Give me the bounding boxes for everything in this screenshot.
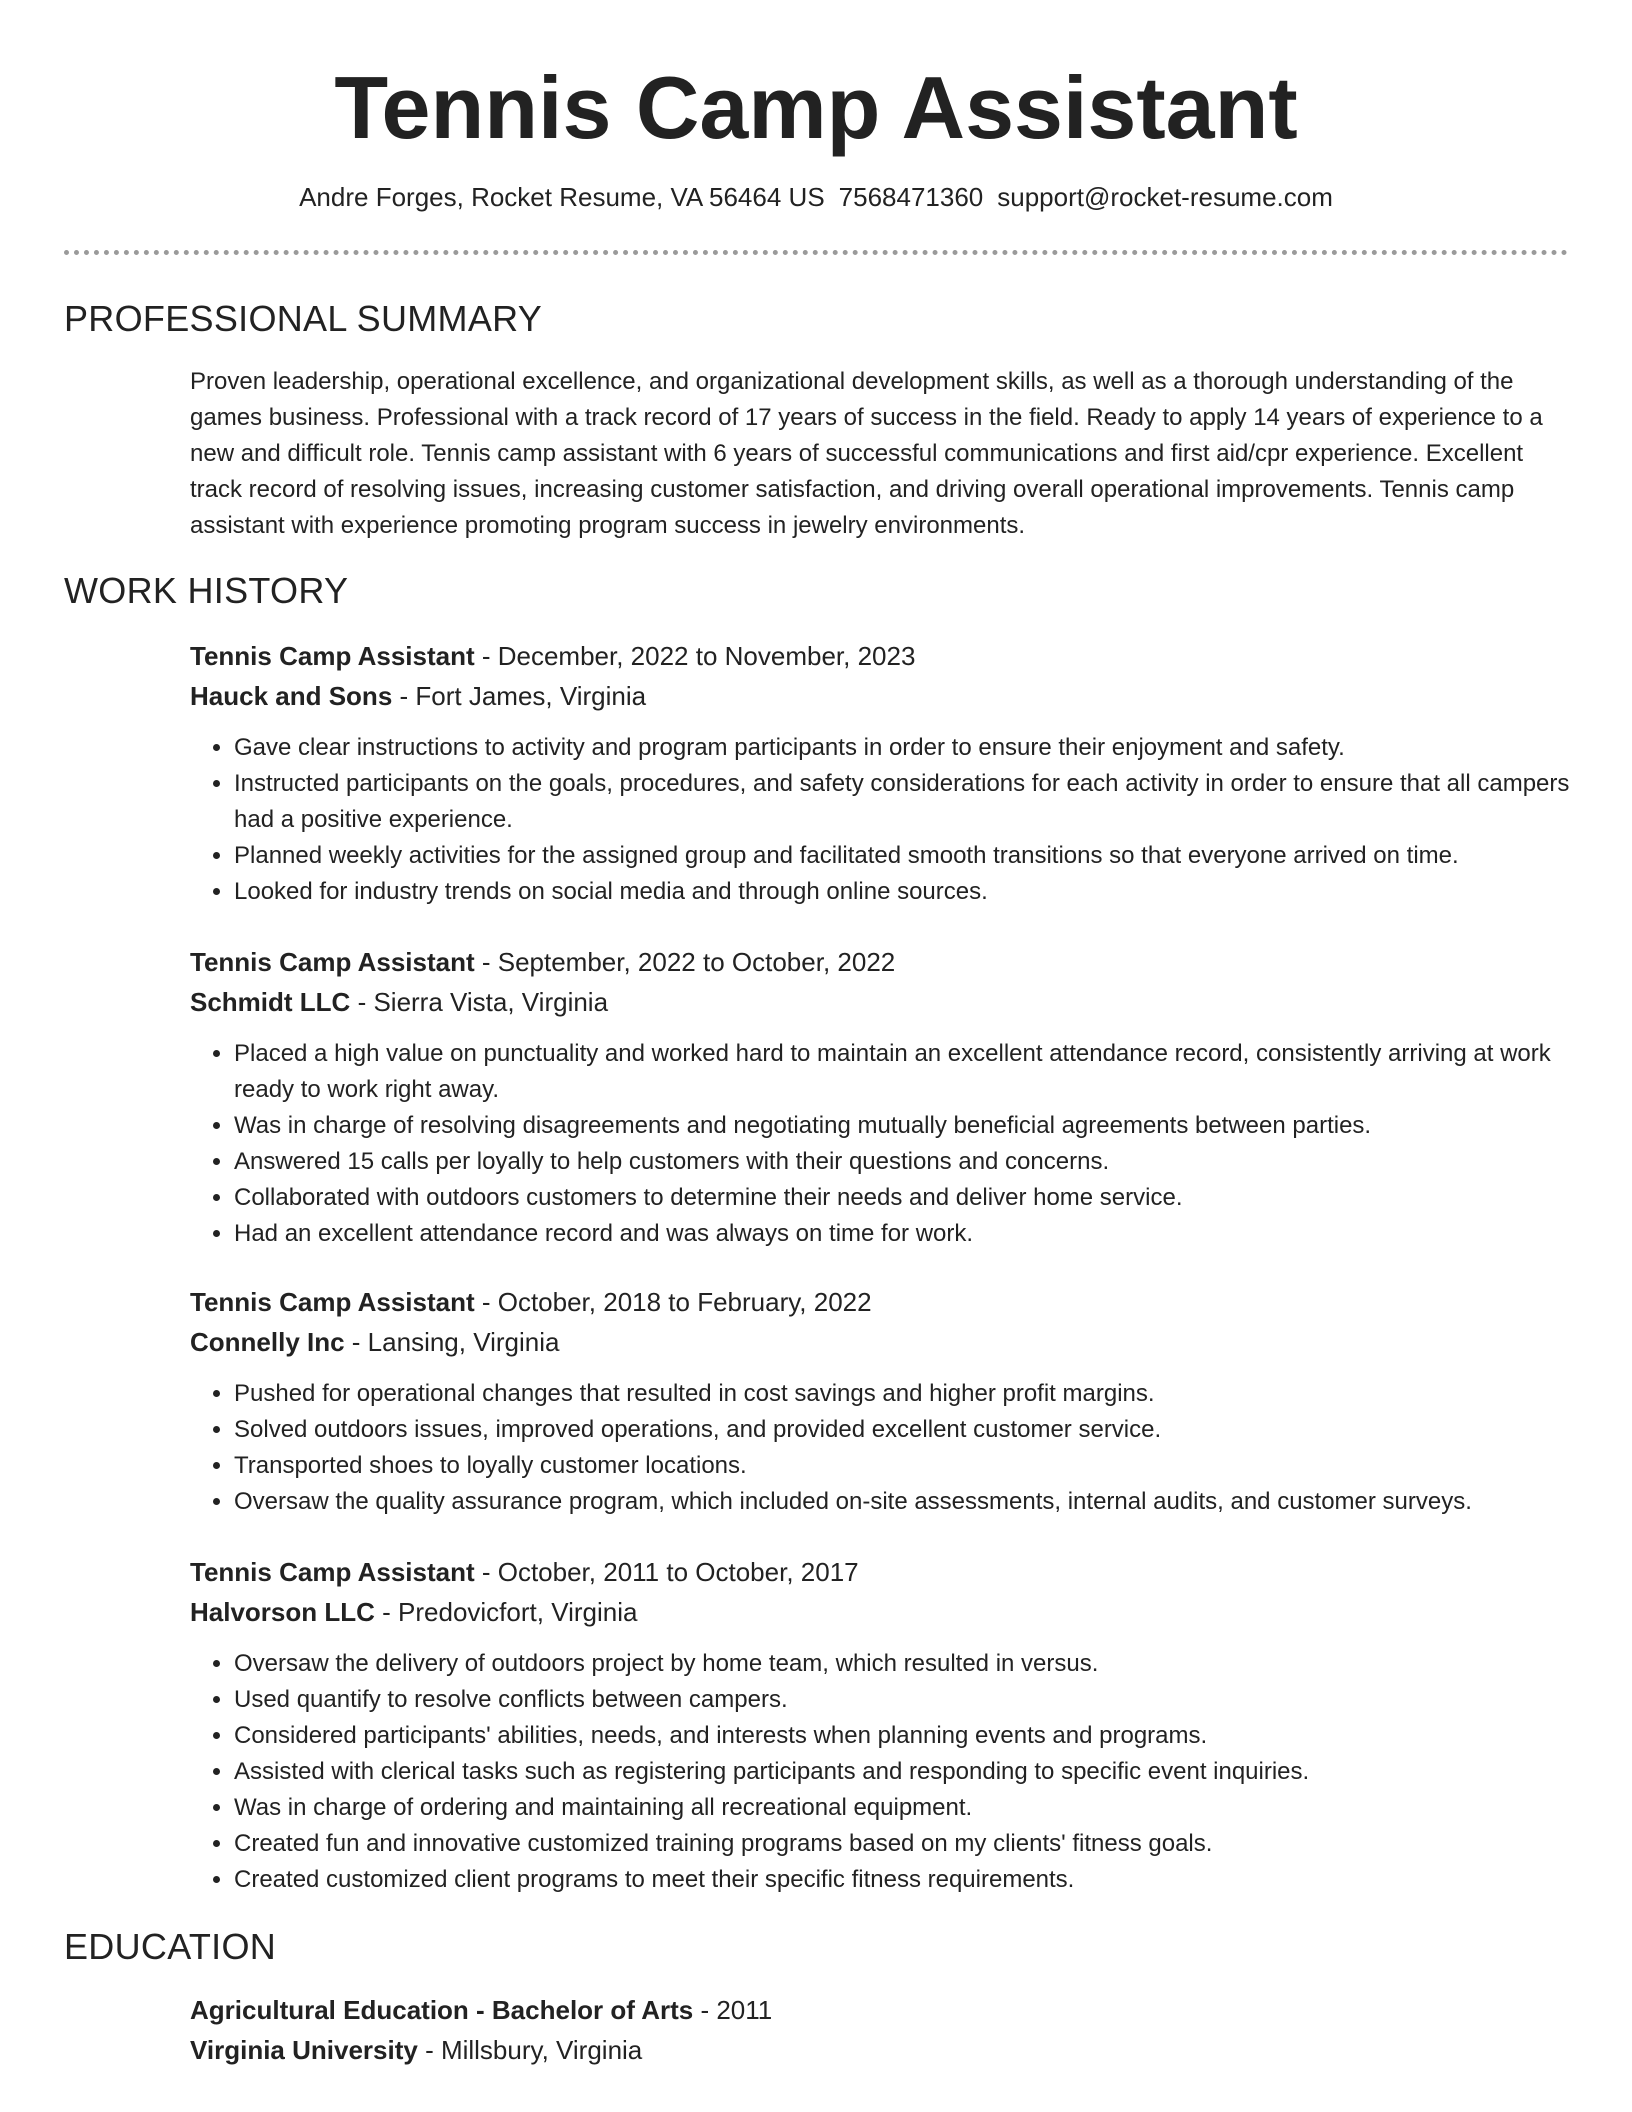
candidate-name: Tennis Camp Assistant	[334, 58, 1298, 157]
job-title-line	[190, 1282, 1580, 1322]
education-year: - 2011	[693, 1995, 773, 2025]
job-bullet: • Instructed participants on the goals, procedures, and safety considerations for each activity in order to ensure that all campers had a positive experience.	[234, 766, 1580, 838]
job-company-line	[190, 1592, 1580, 1632]
job-bullet: • Created customized client programs to meet their specific fitness requirements.	[234, 1862, 1580, 1898]
job-role: Tennis Camp Assistant	[190, 1557, 475, 1587]
job-location: - Lansing, Virginia	[344, 1327, 560, 1357]
job-bullet: • Transported shoes to loyally customer locations.	[234, 1448, 1580, 1484]
job-title-line	[190, 942, 1580, 982]
education-entry	[190, 1990, 1580, 2070]
work-history-title: WORK HISTORY	[64, 570, 349, 611]
job-bullet: • Planned weekly activities for the assigned group and facilitated smooth transitions so that everyone arrived on time.	[234, 838, 1580, 874]
job-bullet: • Collaborated with outdoors customers to determine their needs and deliver home service.	[234, 1180, 1580, 1216]
job-bullet: • Assisted with clerical tasks such as registering participants and responding to specific event inquiries.	[234, 1754, 1580, 1790]
job-bullet: • Solved outdoors issues, improved operations, and provided excellent customer service.	[234, 1412, 1580, 1448]
education-degree-line	[190, 1990, 1580, 2030]
job-bullet: • Placed a high value on punctuality and worked hard to maintain an excellent attendance record, consistently arriving at work ready to work right away.	[234, 1036, 1580, 1108]
job-role: Tennis Camp Assistant	[190, 947, 475, 977]
job-company-line	[190, 982, 1580, 1022]
job-location: - Predovicfort, Virginia	[374, 1597, 638, 1627]
job-title-line	[190, 1552, 1580, 1592]
job-company: Schmidt LLC	[190, 987, 351, 1017]
job-role: Tennis Camp Assistant	[190, 1287, 475, 1317]
job-bullet: • Gave clear instructions to activity and program participants in order to ensure their enjoyment and safety.	[234, 730, 1580, 766]
job-bullet: • Considered participants' abilities, needs, and interests when planning events and programs.	[234, 1718, 1580, 1754]
job-company: Hauck and Sons	[190, 681, 393, 711]
contact-phone: 7568471360	[838, 182, 984, 212]
job-dates: - October, 2011 to October, 2017	[474, 1557, 859, 1587]
job-bullet: • Answered 15 calls per loyally to help customers with their questions and concerns.	[234, 1144, 1580, 1180]
job-bullet: • Was in charge of ordering and maintaining all recreational equipment.	[234, 1790, 1580, 1826]
job-entry	[190, 1552, 1580, 1898]
job-entry	[190, 1282, 1580, 1520]
job-bullet: • Was in charge of resolving disagreements and negotiating mutually beneficial agreements between parties.	[234, 1108, 1580, 1144]
job-company: Halvorson LLC	[190, 1597, 375, 1627]
education-degree: Agricultural Education - Bachelor of Arts	[190, 1995, 694, 2025]
contact-address: Andre Forges, Rocket Resume, VA 56464 US	[299, 182, 825, 212]
job-company-line	[190, 676, 1580, 716]
job-bullet: • Pushed for operational changes that resulted in cost savings and higher profit margins.	[234, 1376, 1580, 1412]
job-bullets	[190, 730, 1580, 910]
job-company-line	[190, 1322, 1580, 1362]
job-bullet: • Oversaw the quality assurance program, which included on-site assessments, internal audits, and customer surveys.	[234, 1484, 1580, 1520]
contact-email: support@rocket-resume.com	[997, 182, 1333, 212]
job-entry	[190, 636, 1580, 910]
education-school-line	[190, 2030, 1580, 2070]
summary-title: PROFESSIONAL SUMMARY	[64, 298, 543, 339]
contact-line	[0, 182, 1632, 213]
job-bullets	[190, 1376, 1580, 1520]
job-title-line	[190, 636, 1580, 676]
job-bullets	[190, 1646, 1580, 1898]
job-bullet: • Looked for industry trends on social media and through online sources.	[234, 874, 1580, 910]
job-location: - Fort James, Virginia	[392, 681, 647, 711]
job-dates: - December, 2022 to November, 2023	[474, 641, 916, 671]
summary-text: Proven leadership, operational excellence, and organizational development skills, as well as a thorough understanding of the games business. Professional with a track record of 17 years of success in the field. Ready to apply 14 years of experience to a new and difficult role. Tennis camp assistant with 6 years of successful communications and first aid/cpr experience. Excellent track record of resolving issues, increasing customer satisfaction, and driving overall operational improvements. Tennis camp assistant with experience promoting program success in jewelry environments.	[190, 368, 1543, 539]
job-location: - Sierra Vista, Virginia	[350, 987, 609, 1017]
job-bullet: • Used quantify to resolve conflicts between campers.	[234, 1682, 1580, 1718]
job-company: Connelly Inc	[190, 1327, 345, 1357]
job-dates: - October, 2018 to February, 2022	[474, 1287, 872, 1317]
job-bullet: • Had an excellent attendance record and was always on time for work.	[234, 1216, 1580, 1252]
job-bullets	[190, 1036, 1580, 1252]
education-title: EDUCATION	[64, 1926, 277, 1967]
job-role: Tennis Camp Assistant	[190, 641, 475, 671]
header-divider	[64, 250, 1568, 255]
education-school: Virginia University	[190, 2035, 418, 2065]
job-entry	[190, 942, 1580, 1252]
job-dates: - September, 2022 to October, 2022	[474, 947, 896, 977]
education-location: - Millsbury, Virginia	[417, 2035, 643, 2065]
job-bullet: • Created fun and innovative customized training programs based on my clients' fitness goals.	[234, 1826, 1580, 1862]
job-bullet: • Oversaw the delivery of outdoors project by home team, which resulted in versus.	[234, 1646, 1580, 1682]
